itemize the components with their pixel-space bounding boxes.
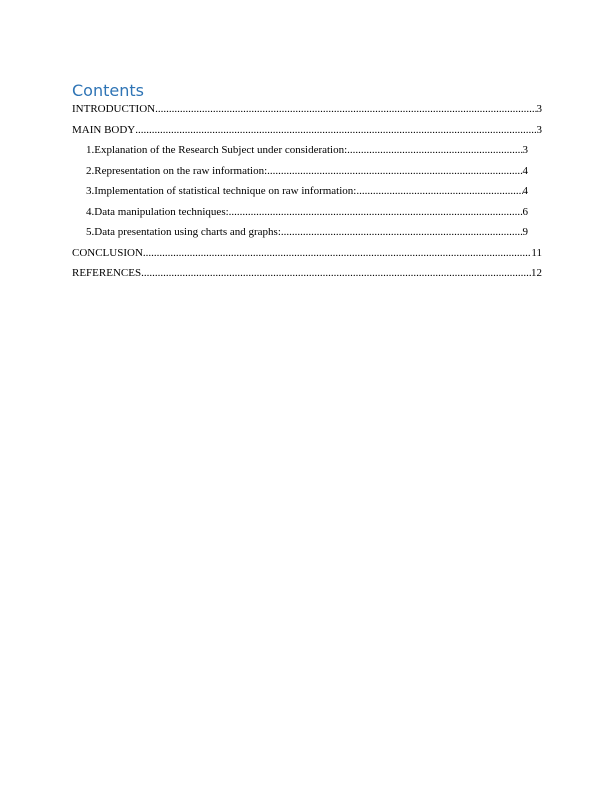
toc-entry-conclusion[interactable] — [72, 247, 542, 268]
toc-entry-introduction[interactable] — [72, 103, 542, 124]
toc-entry-page: 12 — [531, 267, 542, 279]
toc-entry-page: 4 — [522, 164, 528, 177]
toc-entry-page: 3 — [536, 123, 542, 136]
toc-entry-representation[interactable] — [86, 165, 528, 186]
dot-leader — [229, 206, 523, 218]
toc-entry-page: 9 — [522, 226, 528, 238]
toc-entry-label: 4.Data manipulation techniques: — [86, 205, 229, 218]
dot-leader — [155, 103, 536, 115]
toc-entry-page: 3 — [536, 103, 542, 115]
toc-entry-label: 2.Representation on the raw information: — [86, 164, 268, 177]
toc-entry-data-manipulation[interactable] — [86, 206, 528, 227]
toc-heading: Contents — [72, 81, 144, 100]
toc-entry-label: 3.Implementation of statistical technique on raw information: — [86, 185, 357, 197]
dot-leader — [356, 185, 522, 197]
table-of-contents — [72, 103, 542, 288]
toc-entry-explanation[interactable] — [86, 144, 528, 165]
dot-leader — [347, 144, 522, 156]
toc-entry-page: 4 — [522, 185, 528, 197]
toc-entry-label: REFERENCES — [72, 267, 142, 279]
toc-entry-page: 3 — [522, 144, 528, 156]
toc-entry-page: 11 — [531, 246, 542, 259]
toc-entry-page: 6 — [522, 205, 528, 218]
toc-entry-label: MAIN BODY — [72, 123, 136, 136]
toc-entry-data-presentation[interactable] — [86, 226, 528, 247]
toc-entry-label: CONCLUSION — [72, 246, 143, 259]
dot-leader — [143, 247, 532, 259]
toc-entry-label: 5.Data presentation using charts and graphs: — [86, 226, 281, 238]
toc-entry-label: INTRODUCTION — [72, 103, 156, 115]
toc-entry-label: 1.Explanation of the Research Subject under consideration: — [86, 144, 348, 156]
toc-entry-implementation[interactable] — [86, 185, 528, 206]
dot-leader — [281, 226, 523, 238]
dot-leader — [141, 267, 531, 279]
dot-leader — [267, 165, 522, 177]
toc-entry-references[interactable] — [72, 267, 542, 288]
toc-entry-main-body[interactable] — [72, 124, 542, 145]
dot-leader — [135, 124, 536, 136]
